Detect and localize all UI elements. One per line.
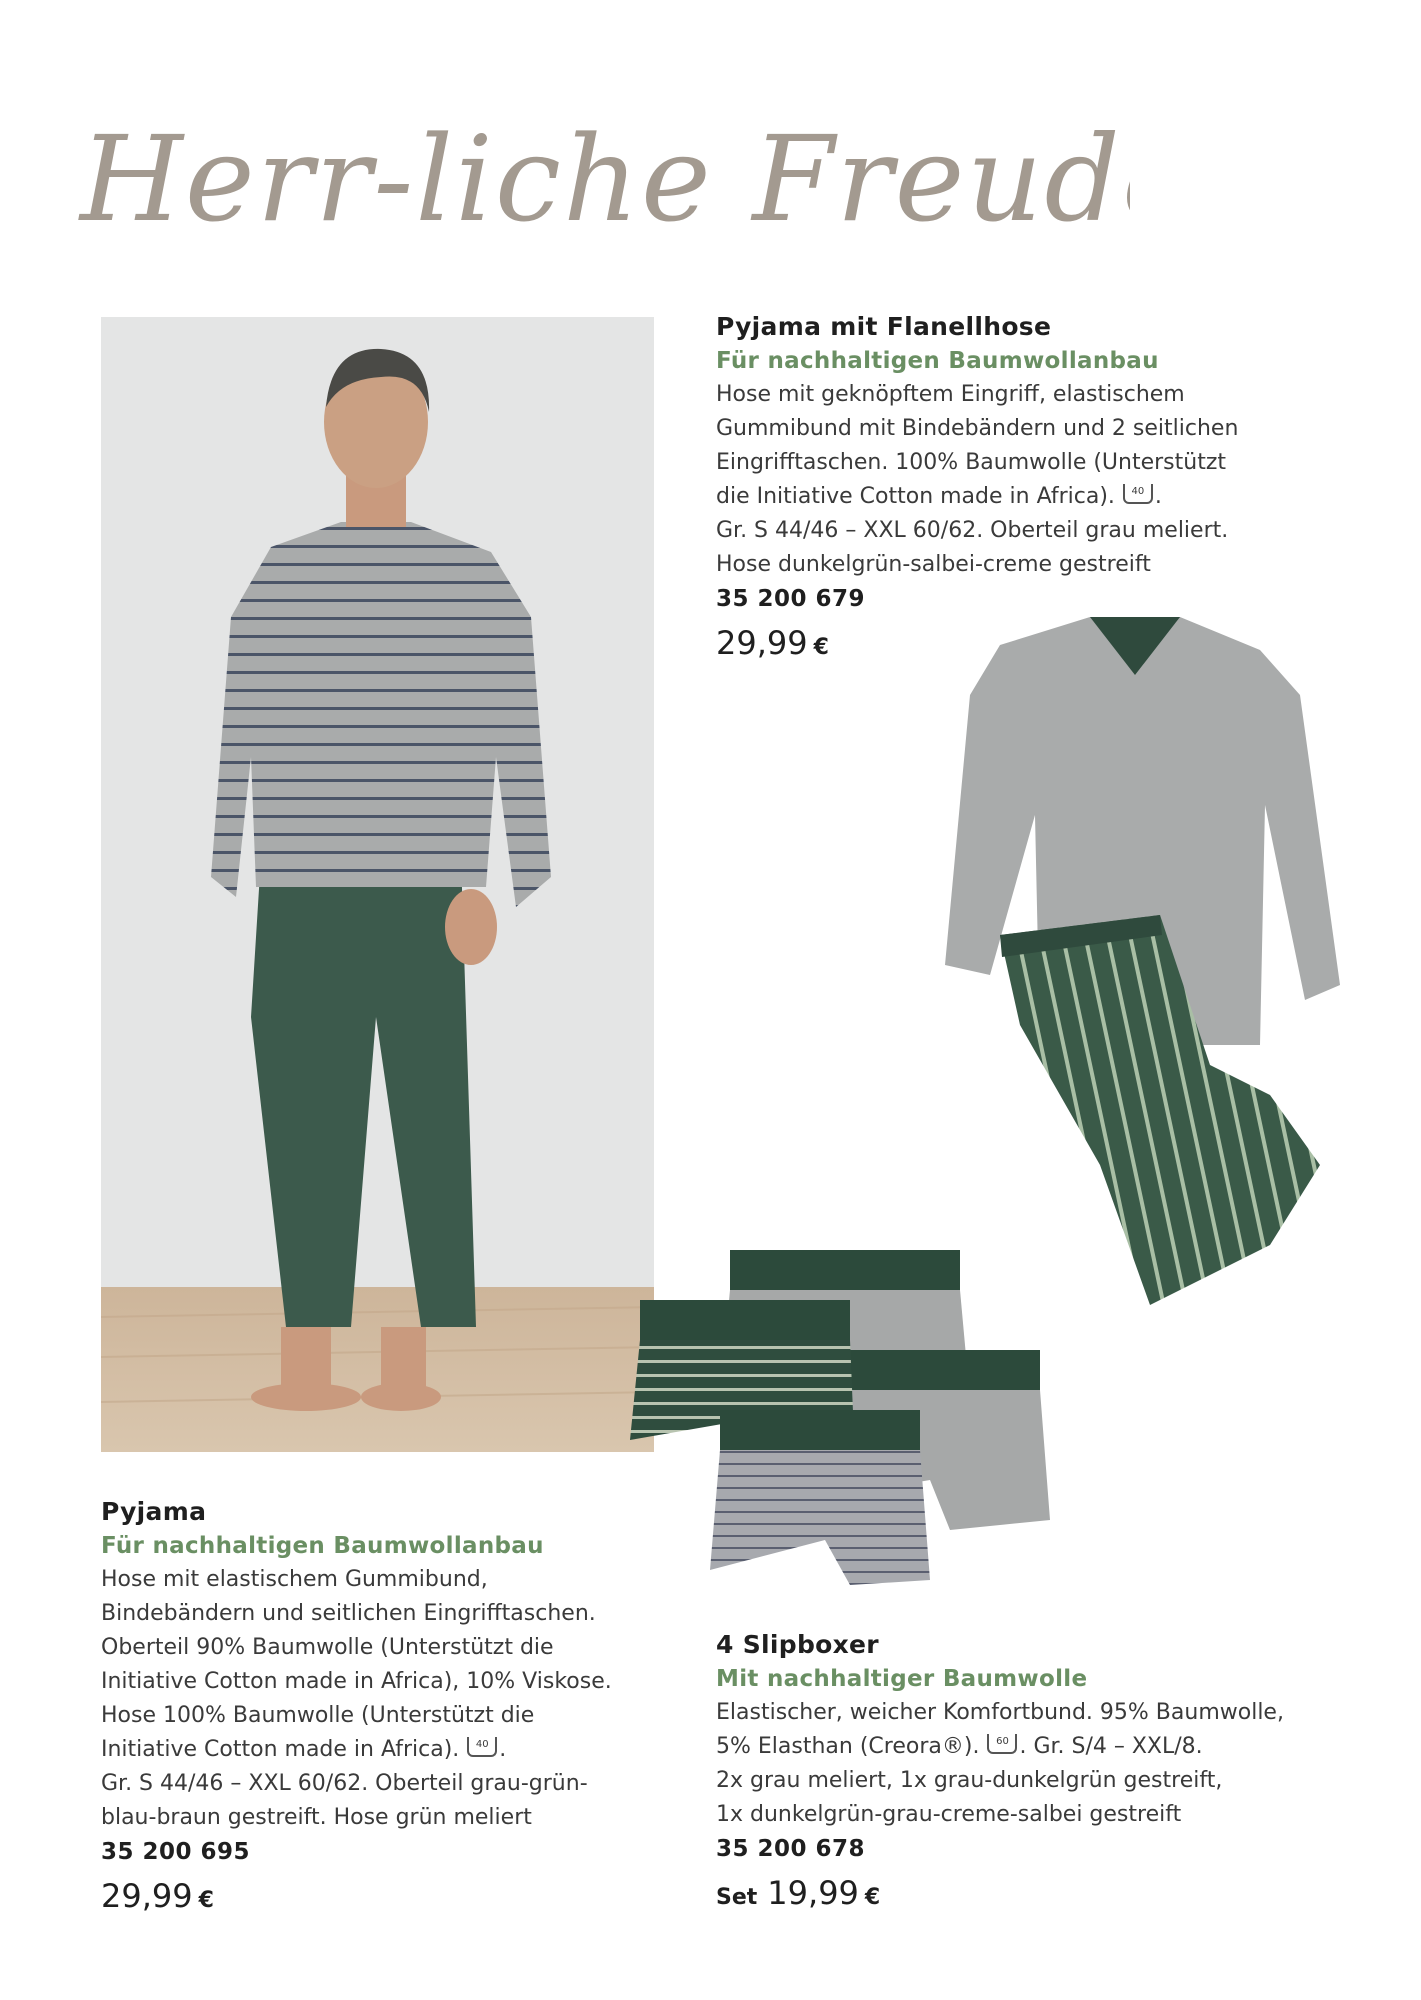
description-line: Gr. S 44/46 – XXL 60/62. Oberteil grau-grün-: [101, 1771, 588, 1796]
description-line: Oberteil 90% Baumwolle (Unterstützt die: [101, 1635, 554, 1660]
price: [716, 1876, 1356, 1915]
price: [716, 626, 1356, 665]
headline-text: Herr-liche Freude: [80, 110, 1130, 248]
description-suffix: . Gr. S/4 – XXL/8.: [1019, 1734, 1203, 1759]
slipboxer-photo: [610, 1240, 1080, 1620]
description-line: 1x dunkelgrün-grau-creme-salbei gestreift: [716, 1802, 1182, 1827]
description-line: Hose mit elastischem Gummibund,: [101, 1567, 488, 1592]
article-number: 35 200 679: [716, 586, 866, 612]
flanell-pyjama-photo: [930, 605, 1370, 1335]
product-title: 4 Slipboxer: [716, 1630, 879, 1659]
description-line: Elastischer, weicher Komfortbund. 95% Baumwolle,: [716, 1700, 1284, 1725]
price: [101, 1879, 661, 1918]
product-pyjama: [101, 1495, 661, 1918]
price-value: 29,99: [716, 624, 808, 662]
description-line: Gr. S 44/46 – XXL 60/62. Oberteil grau meliert.: [716, 518, 1229, 543]
article-number: 35 200 678: [716, 1836, 866, 1862]
price-value: 19,99: [767, 1874, 859, 1912]
description-line: Hose dunkelgrün-salbei-creme gestreift: [716, 552, 1151, 577]
description-line: Initiative Cotton made in Africa).: [101, 1737, 460, 1762]
description-line: Gummibund mit Bindebändern und 2 seitlichen: [716, 416, 1239, 441]
product-title: Pyjama mit Flanellhose: [716, 312, 1052, 341]
description-line: Initiative Cotton made in Africa), 10% Viskose.: [101, 1669, 612, 1694]
model-photo: [101, 317, 654, 1452]
description-line-with-care: Initiative Cotton made in Africa). 40 .: [101, 1737, 507, 1762]
product-subtitle: Für nachhaltigen Baumwollanbau: [101, 1533, 544, 1559]
product-title: Pyjama: [101, 1497, 207, 1526]
description-line: Bindebändern und seitlichen Eingrifftaschen.: [101, 1601, 596, 1626]
product-slipboxer: [716, 1628, 1356, 1915]
price-prefix: Set: [716, 1885, 758, 1910]
description-line: Hose mit geknöpftem Eingriff, elastischem: [716, 382, 1185, 407]
currency: €: [198, 1888, 214, 1913]
description-line: blau-braun gestreift. Hose grün meliert: [101, 1805, 532, 1830]
article-number: 35 200 695: [101, 1839, 251, 1865]
description-line: die Initiative Cotton made in Africa).: [716, 484, 1115, 509]
product-pyjama-flanell: [716, 310, 1356, 665]
product-subtitle: Mit nachhaltiger Baumwolle: [716, 1666, 1088, 1692]
description-line: 2x grau meliert, 1x grau-dunkelgrün gestreift,: [716, 1768, 1223, 1793]
currency: €: [864, 1885, 881, 1910]
description-line: 5% Elasthan (Creora®).: [716, 1734, 980, 1759]
price-value: 29,99: [101, 1877, 193, 1915]
currency: €: [813, 635, 829, 660]
headline: [70, 70, 1130, 300]
wash-care-icon: 40: [467, 1737, 497, 1757]
product-subtitle: Für nachhaltigen Baumwollanbau: [716, 348, 1159, 374]
description-line-with-care: die Initiative Cotton made in Africa). 40 .: [716, 484, 1162, 509]
description-line: Eingrifftaschen. 100% Baumwolle (Unterstützt: [716, 450, 1227, 475]
description-line-with-care: [716, 1730, 1356, 1764]
wash-care-icon: 40: [1123, 484, 1153, 504]
wash-care-icon: 60: [987, 1734, 1017, 1754]
description-line: Hose 100% Baumwolle (Unterstützt die: [101, 1703, 535, 1728]
